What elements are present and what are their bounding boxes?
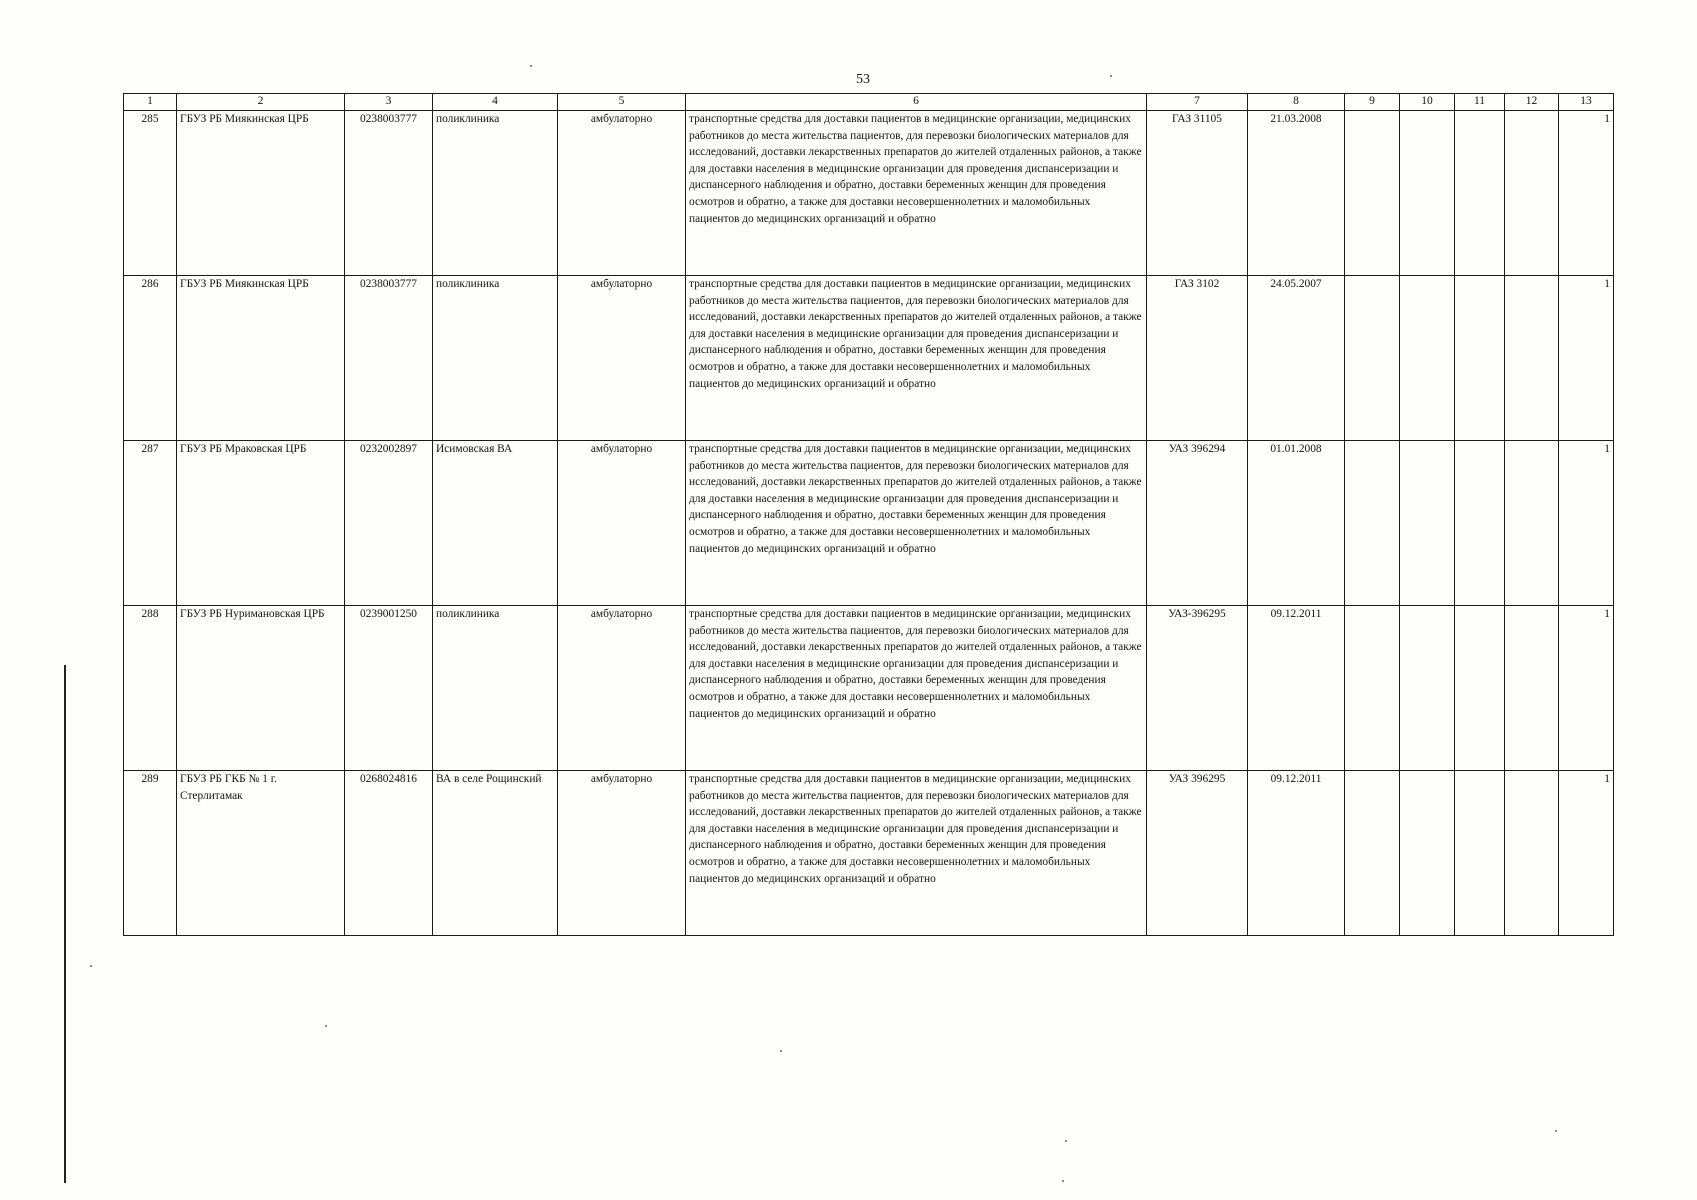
scan-speck — [90, 965, 92, 967]
col-11-cell — [1455, 441, 1505, 606]
subdivision: поликлиника — [433, 111, 558, 276]
organization-name: ГБУЗ РБ Мраковская ЦРБ — [177, 441, 345, 606]
vehicle-purpose: транспортные средства для доставки пациентов в медицинские организации, медицинских работников до места жительства пациентов, для перевозки биологических материалов для исследований, доставки лекарственных препаратов до жителей отдаленных районов, а также для доставки населения в медицинские организации для проведения диспансеризации и диспансерного наблюдения и обратно, доставки беременных женщин для проведения осмотров и обратно, а также для доставки несовершеннолетних и маломобильных пациентов до медицинских организаций и обратно — [686, 771, 1147, 936]
col-12-cell — [1505, 771, 1559, 936]
column-header: 11 — [1455, 94, 1505, 111]
organization-name: ГБУЗ РБ ГКБ № 1 г. Стерлитамак — [177, 771, 345, 936]
organization-name: ГБУЗ РБ Миякинская ЦРБ — [177, 276, 345, 441]
col-9-cell — [1345, 111, 1400, 276]
vehicle-purpose: транспортные средства для доставки пациентов в медицинские организации, медицинских работников до места жительства пациентов, для перевозки биологических материалов для исследований, доставки лекарственных препаратов до жителей отдаленных районов, а также для доставки населения в медицинские организации для проведения диспансеризации и диспансерного наблюдения и обратно, доставки беременных женщин для проведения осмотров и обратно, а также для доставки несовершеннолетних и маломобильных пациентов до медицинских организаций и обратно — [686, 441, 1147, 606]
column-header: 5 — [558, 94, 686, 111]
subdivision: ВА в селе Рощинский — [433, 771, 558, 936]
row-number: 289 — [124, 771, 177, 936]
vehicle-model: ГАЗ 3102 — [1147, 276, 1248, 441]
table-row — [124, 111, 1614, 276]
col-10-cell — [1400, 111, 1455, 276]
subdivision: поликлиника — [433, 276, 558, 441]
organization-name: ГБУЗ РБ Нуримановская ЦРБ — [177, 606, 345, 771]
scan-speck — [530, 65, 532, 67]
col-9-cell — [1345, 771, 1400, 936]
scan-speck — [325, 1025, 327, 1027]
registration-date: 09.12.2011 — [1248, 606, 1345, 771]
col-11-cell — [1455, 606, 1505, 771]
col-9-cell — [1345, 441, 1400, 606]
care-mode: амбулаторно — [558, 441, 686, 606]
scan-speck — [1555, 1130, 1557, 1132]
table-row — [124, 606, 1614, 771]
vehicle-count: 1 — [1559, 276, 1614, 441]
col-11-cell — [1455, 276, 1505, 441]
column-header: 3 — [345, 94, 433, 111]
col-10-cell — [1400, 771, 1455, 936]
care-mode: амбулаторно — [558, 771, 686, 936]
column-header: 6 — [686, 94, 1147, 111]
scan-speck — [1065, 1140, 1067, 1142]
column-header: 10 — [1400, 94, 1455, 111]
col-12-cell — [1505, 276, 1559, 441]
col-10-cell — [1400, 606, 1455, 771]
column-header: 13 — [1559, 94, 1614, 111]
col-11-cell — [1455, 771, 1505, 936]
vehicle-model: ГАЗ 31105 — [1147, 111, 1248, 276]
registration-date: 21.03.2008 — [1248, 111, 1345, 276]
column-header: 2 — [177, 94, 345, 111]
vehicle-count: 1 — [1559, 441, 1614, 606]
vehicle-register-table — [123, 93, 1614, 936]
vehicle-purpose: транспортные средства для доставки пациентов в медицинские организации, медицинских работников до места жительства пациентов, для перевозки биологических материалов для исследований, доставки лекарственных препаратов до жителей отдаленных районов, а также для доставки населения в медицинские организации для проведения диспансеризации и диспансерного наблюдения и обратно, доставки беременных женщин для проведения осмотров и обратно, а также для доставки несовершеннолетних и маломобильных пациентов до медицинских организаций и обратно — [686, 606, 1147, 771]
col-10-cell — [1400, 276, 1455, 441]
col-9-cell — [1345, 276, 1400, 441]
organization-code: 0232002897 — [345, 441, 433, 606]
vehicle-model: УАЗ 396295 — [1147, 771, 1248, 936]
table-row — [124, 276, 1614, 441]
organization-code: 0238003777 — [345, 276, 433, 441]
column-header: 9 — [1345, 94, 1400, 111]
registration-date: 01.01.2008 — [1248, 441, 1345, 606]
vehicle-purpose: транспортные средства для доставки пациентов в медицинские организации, медицинских работников до места жительства пациентов, для перевозки биологических материалов для исследований, доставки лекарственных препаратов до жителей отдаленных районов, а также для доставки населения в медицинские организации для проведения диспансеризации и диспансерного наблюдения и обратно, доставки беременных женщин для проведения осмотров и обратно, а также для доставки несовершеннолетних и маломобильных пациентов до медицинских организаций и обратно — [686, 276, 1147, 441]
row-number: 286 — [124, 276, 177, 441]
organization-name: ГБУЗ РБ Миякинская ЦРБ — [177, 111, 345, 276]
row-number: 285 — [124, 111, 177, 276]
care-mode: амбулаторно — [558, 276, 686, 441]
row-number: 288 — [124, 606, 177, 771]
organization-code: 0239001250 — [345, 606, 433, 771]
vehicle-model: УАЗ 396294 — [1147, 441, 1248, 606]
subdivision: поликлиника — [433, 606, 558, 771]
column-header: 1 — [124, 94, 177, 111]
registration-date: 09.12.2011 — [1248, 771, 1345, 936]
vehicle-count: 1 — [1559, 606, 1614, 771]
col-12-cell — [1505, 111, 1559, 276]
organization-code: 0238003777 — [345, 111, 433, 276]
subdivision: Исимовская ВА — [433, 441, 558, 606]
col-12-cell — [1505, 441, 1559, 606]
page-number: 53 — [856, 72, 870, 87]
vehicle-model: УАЗ-396295 — [1147, 606, 1248, 771]
scan-speck — [780, 1050, 782, 1052]
scan-speck — [1062, 1180, 1064, 1182]
column-header: 4 — [433, 94, 558, 111]
col-10-cell — [1400, 441, 1455, 606]
care-mode: амбулаторно — [558, 111, 686, 276]
table-row — [124, 771, 1614, 936]
column-header: 7 — [1147, 94, 1248, 111]
vehicle-purpose: транспортные средства для доставки пациентов в медицинские организации, медицинских работников до места жительства пациентов, для перевозки биологических материалов для исследований, доставки лекарственных препаратов до жителей отдаленных районов, а также для доставки населения в медицинские организации для проведения диспансеризации и диспансерного наблюдения и обратно, доставки беременных женщин для проведения осмотров и обратно, а также для доставки несовершеннолетних и маломобильных пациентов до медицинских организаций и обратно — [686, 111, 1147, 276]
scan-speck — [1110, 75, 1112, 77]
organization-code: 0268024816 — [345, 771, 433, 936]
care-mode: амбулаторно — [558, 606, 686, 771]
vehicle-count: 1 — [1559, 111, 1614, 276]
registration-date: 24.05.2007 — [1248, 276, 1345, 441]
column-header: 8 — [1248, 94, 1345, 111]
vehicle-count: 1 — [1559, 771, 1614, 936]
col-11-cell — [1455, 111, 1505, 276]
col-12-cell — [1505, 606, 1559, 771]
col-9-cell — [1345, 606, 1400, 771]
row-number: 287 — [124, 441, 177, 606]
column-header: 12 — [1505, 94, 1559, 111]
column-number-row — [124, 94, 1614, 111]
table-row — [124, 441, 1614, 606]
scan-margin-line — [64, 665, 66, 1183]
